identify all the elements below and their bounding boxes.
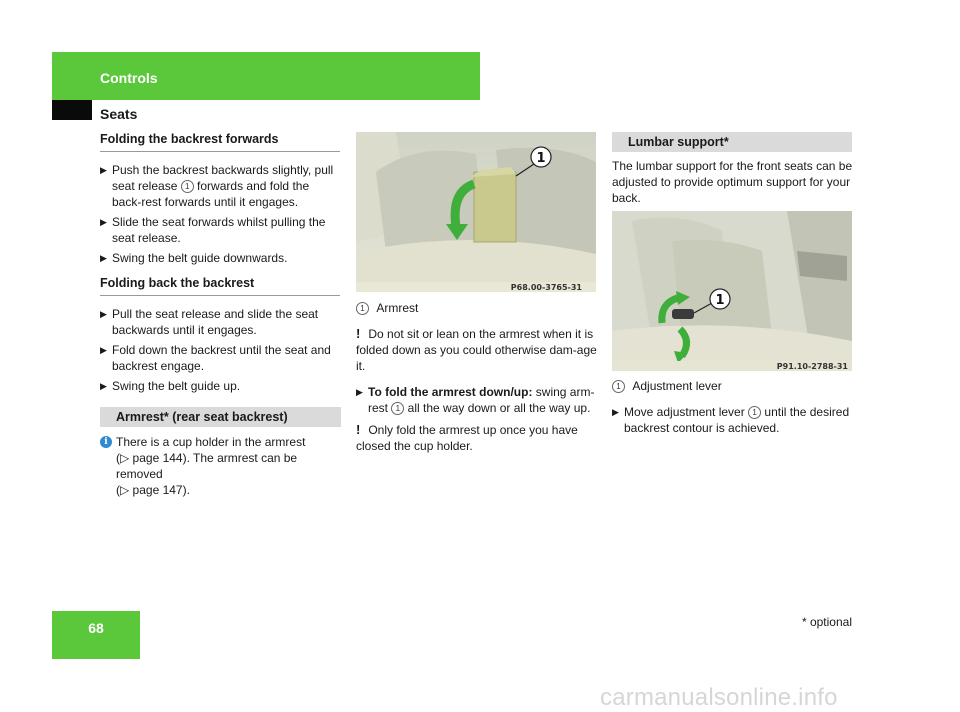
- arrow-bullet-icon: ▶: [100, 345, 107, 355]
- heading-folding-back: Folding back the backrest: [100, 276, 340, 296]
- figure-caption: 1 Adjustment lever: [612, 378, 856, 394]
- heading-lumbar: Lumbar support*: [612, 132, 852, 152]
- lumbar-illustration: [612, 211, 852, 371]
- figure-code: P68.00-3765-31: [510, 283, 582, 292]
- callout-1-icon: 1: [356, 302, 369, 315]
- page-reference-144: (▷ page 144). The armrest can be removed: [116, 451, 298, 481]
- watermark: carmanualsonline.info: [600, 684, 838, 711]
- info-icon: i: [100, 436, 112, 448]
- page-title: Seats: [100, 106, 138, 122]
- step-item: ▶ Fold down the backrest until the seat and backrest engage.: [100, 343, 331, 373]
- arrow-bullet-icon: ▶: [100, 253, 107, 263]
- arrow-bullet-icon: ▶: [100, 217, 107, 227]
- middle-text: [356, 300, 601, 454]
- right-text: [612, 378, 856, 440]
- section-title: Controls: [100, 70, 158, 86]
- arrow-bullet-icon: ▶: [100, 309, 107, 319]
- left-column: [100, 132, 340, 398]
- arrow-bullet-icon: ▶: [356, 387, 363, 397]
- lumbar-intro: The lumbar support for the front seats can be adjusted to provide optimum support for your back.: [612, 159, 853, 205]
- armrest-info: i There is a cup holder in the armrest (▷ page 144). The armrest can be removed (▷ page 147).: [100, 434, 345, 498]
- callout-1-icon: 1: [181, 180, 194, 193]
- callout-1-icon: 1: [391, 402, 404, 415]
- step-item: ▶ To fold the armrest down/up: swing arm-rest 1 all the way down or all the way up.: [356, 385, 595, 415]
- armrest-illustration: [356, 132, 596, 292]
- page-number: 68: [88, 620, 104, 636]
- page-reference-147: (▷ page 147).: [116, 483, 190, 497]
- step-item: ▶ Move adjustment lever 1 until the desired backrest contour is achieved.: [612, 405, 850, 435]
- figure-caption: 1 Armrest: [356, 300, 601, 316]
- warning-icon: !: [356, 326, 361, 341]
- figure-code: P91.10-2788-31: [776, 362, 848, 371]
- callout-1-icon: 1: [748, 406, 761, 419]
- optional-footnote: * optional: [801, 615, 852, 629]
- warning-note: ! Only fold the armrest up once you have closed the cup holder.: [356, 422, 578, 453]
- front-seat-lumbar-image: [612, 211, 852, 371]
- warning-icon: !: [356, 422, 361, 437]
- step-item: ▶ Pull the seat release and slide the seat backwards until it engages.: [100, 307, 319, 337]
- heading-folding-forwards: Folding the backrest forwards: [100, 132, 340, 152]
- steps-folding-back: [100, 306, 340, 394]
- step-item: ▶ Swing the belt guide downwards.: [100, 251, 288, 265]
- steps-folding-forwards: [100, 162, 340, 266]
- heading-armrest: Armrest* (rear seat backrest): [100, 407, 341, 427]
- step-item: ▶ Swing the belt guide up.: [100, 379, 241, 393]
- section-tab-marker: [52, 100, 92, 120]
- step-item: ▶ Slide the seat forwards whilst pulling the seat release.: [100, 215, 326, 245]
- arrow-bullet-icon: ▶: [612, 407, 619, 417]
- figure-callout-1: 1: [536, 151, 546, 166]
- rear-seat-armrest-image: [356, 132, 596, 292]
- step-item: ▶ Push the backrest backwards slightly, pull seat release 1 forwards and fold the back-rest forwards until it engages.: [100, 163, 334, 209]
- arrow-bullet-icon: ▶: [100, 381, 107, 391]
- warning-note: ! Do not sit or lean on the armrest when it is folded down as you could otherwise dam-age it.: [356, 326, 597, 373]
- figure-callout-1: 1: [715, 293, 725, 308]
- arrow-bullet-icon: ▶: [100, 165, 107, 175]
- callout-1-icon: 1: [612, 380, 625, 393]
